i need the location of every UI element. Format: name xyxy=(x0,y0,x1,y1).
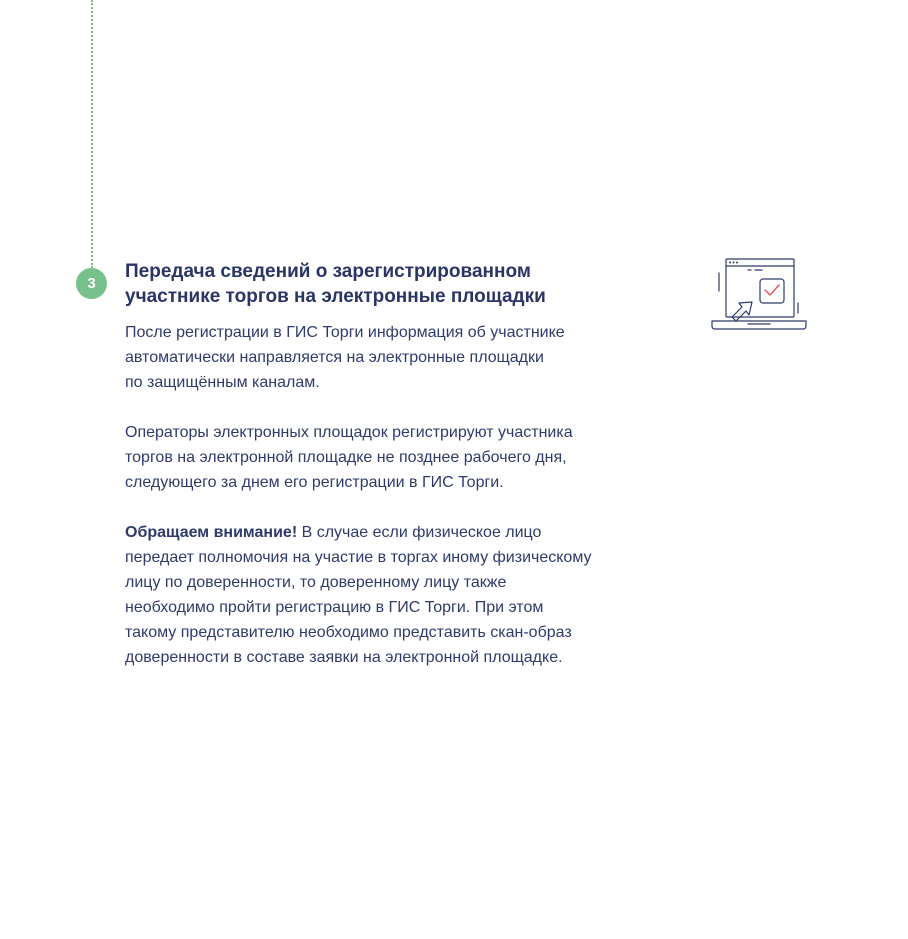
paragraph-line: После регистрации в ГИС Торги информация об участнике xyxy=(125,324,565,341)
timeline-dotted-line xyxy=(91,0,93,268)
notice-label: Обращаем внимание! xyxy=(125,524,298,541)
paragraph-operators xyxy=(125,420,685,495)
paragraph-line: такому представителю необходимо представить скан-образ xyxy=(125,624,572,641)
step-title xyxy=(125,259,685,309)
paragraph-line: торгов на электронной площадке не позднее рабочего дня, xyxy=(125,449,567,466)
paragraph-line: по защищённым каналам. xyxy=(125,374,320,391)
paragraph-line: следующего за днем его регистрации в ГИС Торги. xyxy=(125,474,504,491)
paragraph-line: Операторы электронных площадок регистрируют участника xyxy=(125,424,573,441)
paragraph-line: доверенности в составе заявки на электронной площадке. xyxy=(125,649,563,666)
step-title-line: Передача сведений о зарегистрированном xyxy=(125,261,531,282)
step-number-badge: 3 xyxy=(76,268,107,299)
paragraph-line: необходимо пройти регистрацию в ГИС Торги. При этом xyxy=(125,599,544,616)
laptop-checkbox-icon xyxy=(708,255,810,335)
step-content xyxy=(125,259,685,670)
notice-first-line-text: В случае если физическое лицо xyxy=(297,524,542,541)
paragraph-notice xyxy=(125,520,685,670)
paragraph-line: автоматически направляется на электронные площадки xyxy=(125,349,544,366)
notice-first-line xyxy=(125,520,685,545)
paragraph-line: лицу по доверенности, то доверенному лицу также xyxy=(125,574,507,591)
paragraph-line: передает полномочия на участие в торгах иному физическому xyxy=(125,549,592,566)
paragraph-registration-info xyxy=(125,320,685,395)
step-title-line: участнике торгов на электронные площадки xyxy=(125,286,546,307)
